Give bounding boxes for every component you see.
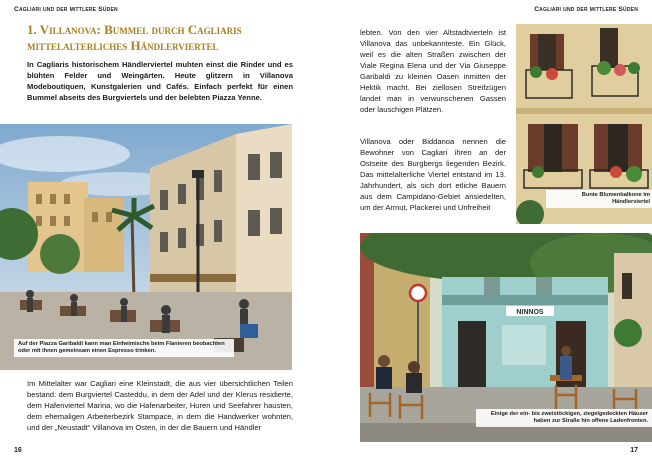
photo-piazza-garibaldi	[0, 124, 292, 370]
photo-caption-shopfronts: Einige der ein- bis zweistöckigen, ziegelgedeckten Häuser haben zur Straße hin offene Ladenfronten.	[476, 409, 652, 427]
piazza-illustration	[0, 124, 292, 370]
body-text-left: Im Mittelalter war Cagliari eine Kleinstadt, die aus vier übersichtlichen Teilen bestand: dem Burgviertel Casteddu, in dem der Adel und der Klerus residierte, dem Hafenviertel Marina, wo die Hafenarbeiter, Huren und Seefahrer hausten, dem ehemaligen Arbeiterbezirk Stampace, in dem die Handwerker wohnten, und der „Neustadt“ Villanova im Osten, in der die Bauern und Händler	[27, 379, 293, 432]
running-head-left: Cagliari und der mittlere Süden	[14, 6, 118, 13]
body-text-right-para1: lebten. Von den vier Altstadtvierteln ist Villanova das unbekannteste. Ein Glück, weil es die alten Straßen zwischen der Viale Regina Elena und der Via Giuseppe Garibaldi zu kleinen Oasen inmitten der Hektik macht. Bei ziellosen Streifzügen landet man in verwunschenen Gassen oder lauschigen Plätzen.	[360, 28, 506, 114]
running-head-right: Cagliari und der mittlere Süden	[534, 6, 638, 13]
shop-sign-text: NINNOS	[516, 309, 544, 316]
page-number-right: 17	[630, 447, 638, 454]
page-number-left: 16	[14, 447, 22, 454]
chapter-title: 1. Villanova: Bummel durch Cagliaris mittelalterliches Händlerviertel	[27, 22, 242, 53]
body-text-right-para2: Villanova oder Biddanoa nennen die Bewohner von Cagliari ihren an der Ostseite des Burgbergs liegenden Bezirk. Das mittelalterliche Viertel entstand im 13. Jahrhundert, als sich dort etliche Bauern aus dem Campidano-Gebiet ansiedelten, um der Armut, Plackerei und Unfreiheit	[360, 137, 506, 212]
photo-caption-piazza: Auf der Piazza Garibaldi kann man Einheimische beim Flanieren beobachten oder mit ihnen gemeinsam einen Espresso trinken.	[14, 339, 234, 357]
lead-paragraph: In Cagliaris historischem Händlerviertel muhten einst die Rinder und es blühten Felder und Weingärten. Heute glitzern in Villanova Modeboutiquen, Kunstgalerien und Cafés. Einfach perfekt für einen Bummel abseits des Burgviertels und der belebten Piazza Yenne.	[27, 60, 293, 102]
right-page	[326, 0, 652, 468]
photo-caption-balconies: Bunte Blumenbalkone im Händlerviertel	[546, 190, 652, 208]
